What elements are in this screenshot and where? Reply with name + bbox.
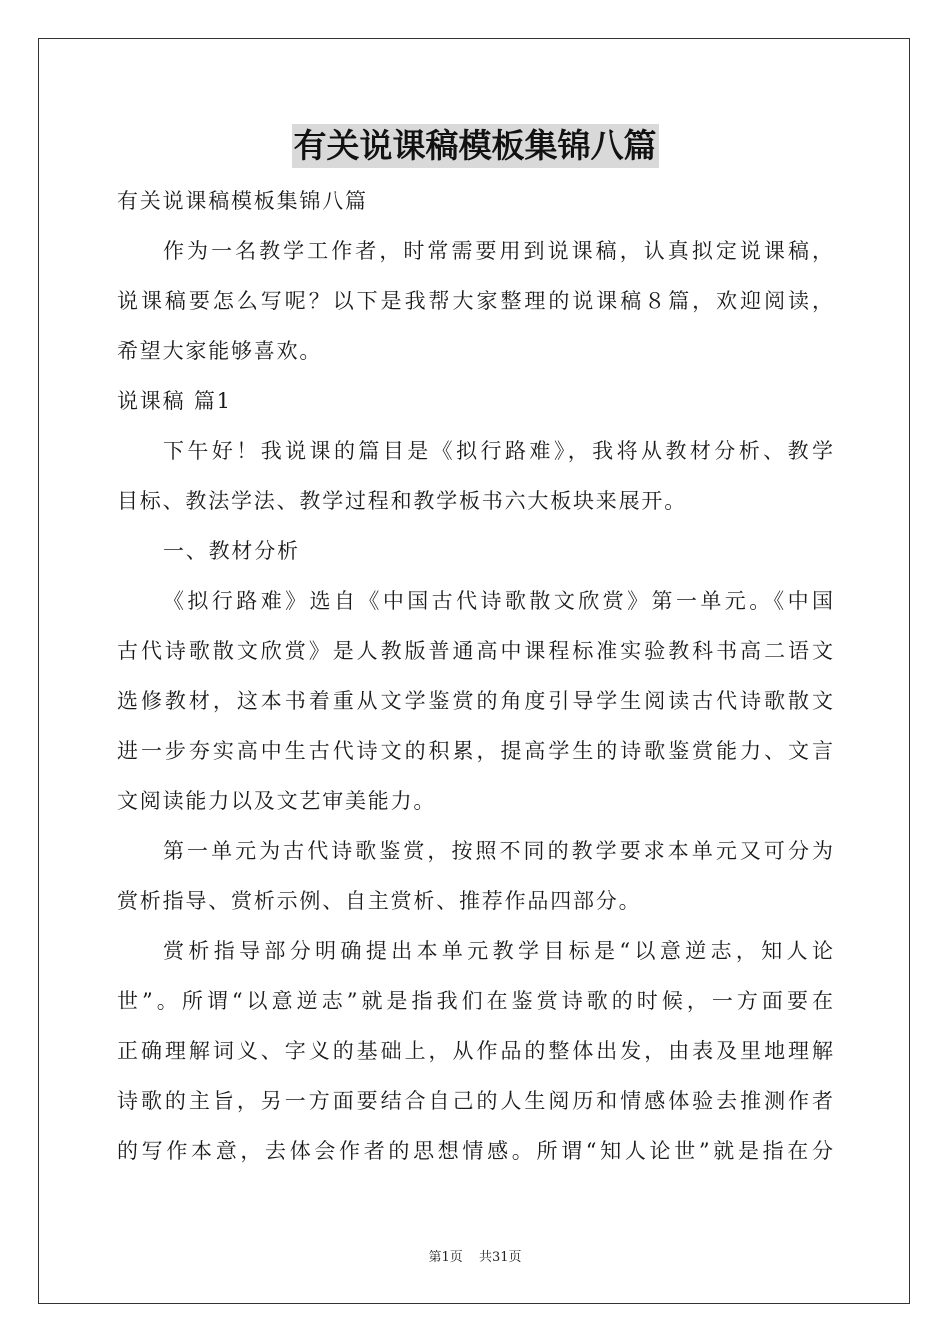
page-title: 有关说课稿模板集锦八篇 [292,124,659,168]
text-line: 文阅读能力以及文艺审美能力。 [117,789,437,813]
text-line: 诗歌的主旨，另一方面要结合自己的人生阅历和情感体验去推测作者 [117,1089,833,1113]
text-line: 进一步夯实高中生古代诗文的积累，提高学生的诗歌鉴赏能力、文言 [117,739,833,763]
text-line: 目标、教法学法、教学过程和教学板书六大板块来展开。 [117,489,687,513]
text-line: 第一单元为古代诗歌鉴赏，按照不同的教学要求本单元又可分为 [163,839,833,863]
text-line: 赏析指导部分明确提出本单元教学目标是“以意逆志，知人论 [163,939,833,963]
text-line: 赏析指导、赏析示例、自主赏析、推荐作品四部分。 [117,889,642,913]
text-line: 世”。所谓“以意逆志”就是指我们在鉴赏诗歌的时候，一方面要在 [117,989,833,1013]
text-line: 古代诗歌散文欣赏》是人教版普通高中课程标准实验教科书高二语文 [117,639,833,663]
page-total: 共31页 [478,1250,522,1265]
text-line: 下午好！我说课的篇目是《拟行路难》，我将从教材分析、教学 [163,439,833,463]
text-line: 一、教材分析 [163,539,300,563]
text-line: 有关说课稿模板集锦八篇 [117,189,368,213]
text-line: 说课稿 篇1 [117,389,232,413]
title-container [0,124,950,168]
text-line: 正确理解词义、字义的基础上，从作品的整体出发，由表及里地理解 [117,1039,833,1063]
text-line: 希望大家能够喜欢。 [117,339,323,363]
text-line: 选修教材，这本书着重从文学鉴赏的角度引导学生阅读古代诗歌散文 [117,689,833,713]
text-line: 的写作本意，去体会作者的思想情感。所谓“知人论世”就是指在分 [117,1139,833,1163]
page-footer [0,1246,950,1265]
document-body [117,176,833,1176]
page-number: 第1页 [428,1250,463,1265]
text-line: 《拟行路难》选自《中国古代诗歌散文欣赏》第一单元。《中国 [163,589,833,613]
text-line: 作为一名教学工作者，时常需要用到说课稿，认真拟定说课稿， [163,239,833,263]
text-line: 说课稿要怎么写呢？以下是我帮大家整理的说课稿８篇，欢迎阅读， [117,289,833,313]
